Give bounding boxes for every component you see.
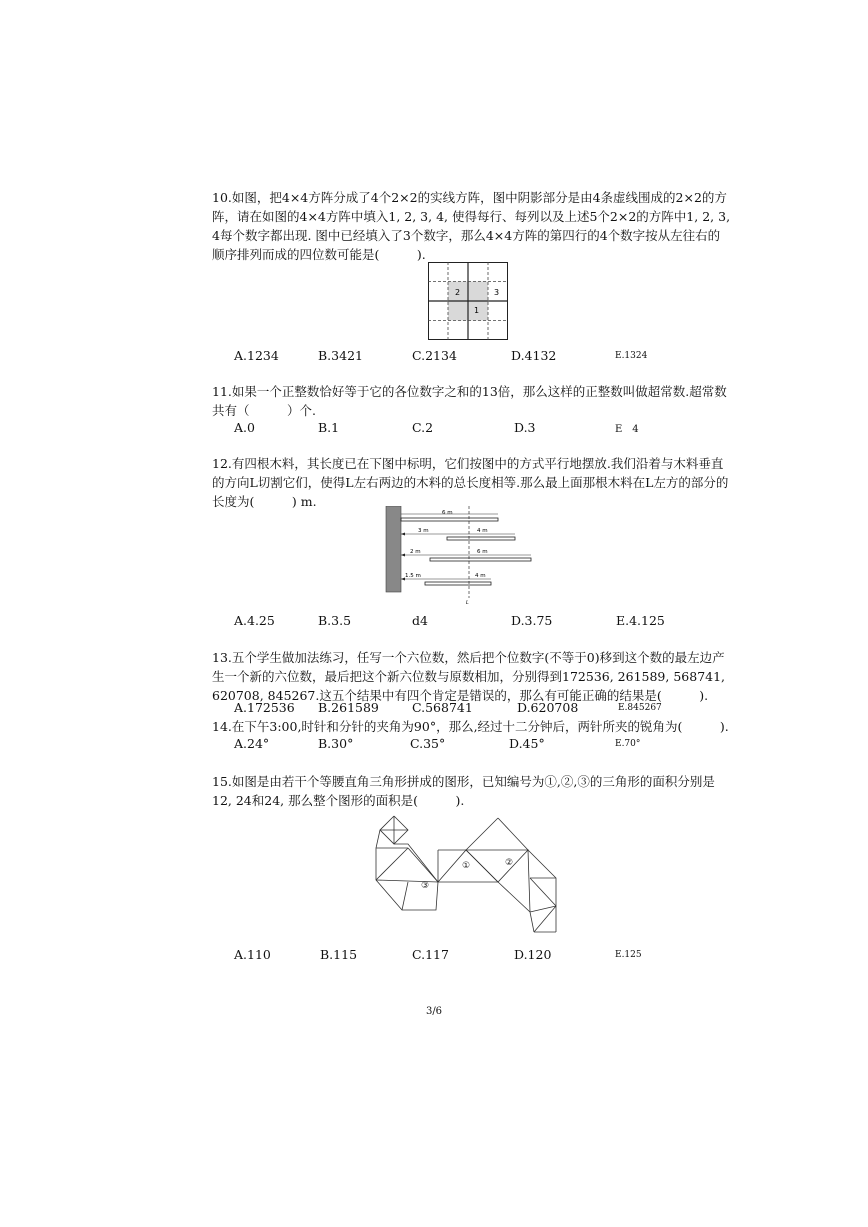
wall [386,506,401,592]
grid-number-3: 3 [494,288,500,297]
triangle-label-3: ③ [421,881,430,891]
q10-option-d[interactable]: D.4132 [511,348,557,363]
q12-option-d[interactable]: D.3.75 [511,613,553,628]
q10-option-c[interactable]: C.2134 [412,348,457,363]
q15-option-e[interactable]: E.125 [615,950,642,960]
question-15-options [234,947,734,965]
q13-option-b[interactable]: B.261589 [318,700,379,715]
q12-option-b[interactable]: B.3.5 [318,613,352,628]
q10-option-e[interactable]: E.1324 [615,351,648,361]
q13-option-e[interactable]: E.845267 [618,703,662,713]
question-10-options [234,348,734,366]
q12-option-e[interactable]: E.4.125 [616,613,665,628]
grid-number-1: 1 [474,306,480,315]
question-12-text: 12.有四根木料，其长度已在下图中标明，它们按图中的方式平行地摆放.我们沿着与木料垂直的方向L切割它们，使得L左右两边的木料的总长度相等.那么最上面那根木料在L左方的部分的长度为( ) m. [212,456,729,509]
q12-option-c[interactable]: d4 [412,613,428,628]
q11-option-a[interactable]: A.0 [234,420,255,435]
question-14-text: 14.在下午3:00,时针和分针的夹角为90°，那么,经过十二分钟后，两针所夹的锐角为( ). [212,719,729,734]
q12-option-a[interactable]: A.4.25 [234,613,275,628]
q11-option-e[interactable]: E 4 [615,424,639,435]
q13-option-d[interactable]: D.620708 [517,700,579,715]
svg-text:4 m: 4 m [475,573,486,579]
q15-option-b[interactable]: B.115 [320,947,358,962]
question-15-text: 15.如图是由若干个等腰直角三角形拼成的图形，已知编号为①,②,③的三角形的面积分别是12, 24和24, 那么整个图形的面积是( ). [212,774,715,808]
page-number: 3/6 [425,1006,443,1017]
svg-text:1.5 m: 1.5 m [405,573,421,579]
triangle-label-2: ② [505,858,514,868]
question-13-options [234,700,734,718]
question-11-options [234,420,734,438]
question-11-text: 11.如果一个正整数恰好等于它的各位数字之和的13倍，那么这样的正整数叫做超常数.超常数共有（ ）个. [212,384,727,418]
q14-option-c[interactable]: C.35° [410,736,446,751]
q14-option-a[interactable]: A.24° [234,736,270,751]
question-12-options [234,613,734,631]
grid-number-2: 2 [455,288,461,297]
question-10-grid-figure [428,262,508,340]
q13-option-a[interactable]: A.172536 [234,700,295,715]
question-12-lumber-figure [385,506,535,606]
q13-option-c[interactable]: C.568741 [412,700,473,715]
question-15-triangle-figure [374,814,564,936]
svg-text:6 m: 6 m [477,549,488,555]
q15-option-d[interactable]: D.120 [514,947,552,962]
triangle-label-1: ① [462,861,471,871]
svg-text:3 m: 3 m [418,528,429,534]
q14-option-d[interactable]: D.45° [509,736,545,751]
svg-text:2 m: 2 m [410,549,421,555]
q11-option-d[interactable]: D.3 [514,420,536,435]
q15-option-c[interactable]: C.117 [412,947,449,962]
q11-option-c[interactable]: C.2 [412,420,434,435]
question-10-text: 10.如图，把4×4方阵分成了4个2×2的实线方阵，图中阴影部分是由4条虚线围成的2×2的方阵，请在如图的4×4方阵中填入1, 2, 3, 4, 使得每行、每列以及上述5个2×2的方阵中1, 2, 3, 4每个数字都出现. 图中已经填入了3个数字，那么4×4方阵的第四行的4个数字按从左往右的顺序排列而成的四位数可能是( ). [212,190,731,262]
q15-option-a[interactable]: A.110 [234,947,271,962]
question-14-options [234,736,734,754]
svg-text:4 m: 4 m [477,528,488,534]
cut-line-label: L [466,600,469,606]
q14-option-b[interactable]: B.30° [318,736,354,751]
q14-option-e[interactable]: E.70° [615,739,641,749]
question-13-text: 13.五个学生做加法练习，任写一个六位数，然后把个位数字(不等于0)移到这个数的最左边产生一个新的六位数，最后把这个新六位数与原数相加，分别得到172536, 261589, 568741, 620708, 845267.这五个结果中有四个肯定是错误的，那么有可能正确的结果是( ). [212,650,726,703]
q10-option-b[interactable]: B.3421 [318,348,363,363]
q11-option-b[interactable]: B.1 [318,420,340,435]
svg-text:6 m: 6 m [442,510,453,516]
q10-option-a[interactable]: A.1234 [234,348,279,363]
